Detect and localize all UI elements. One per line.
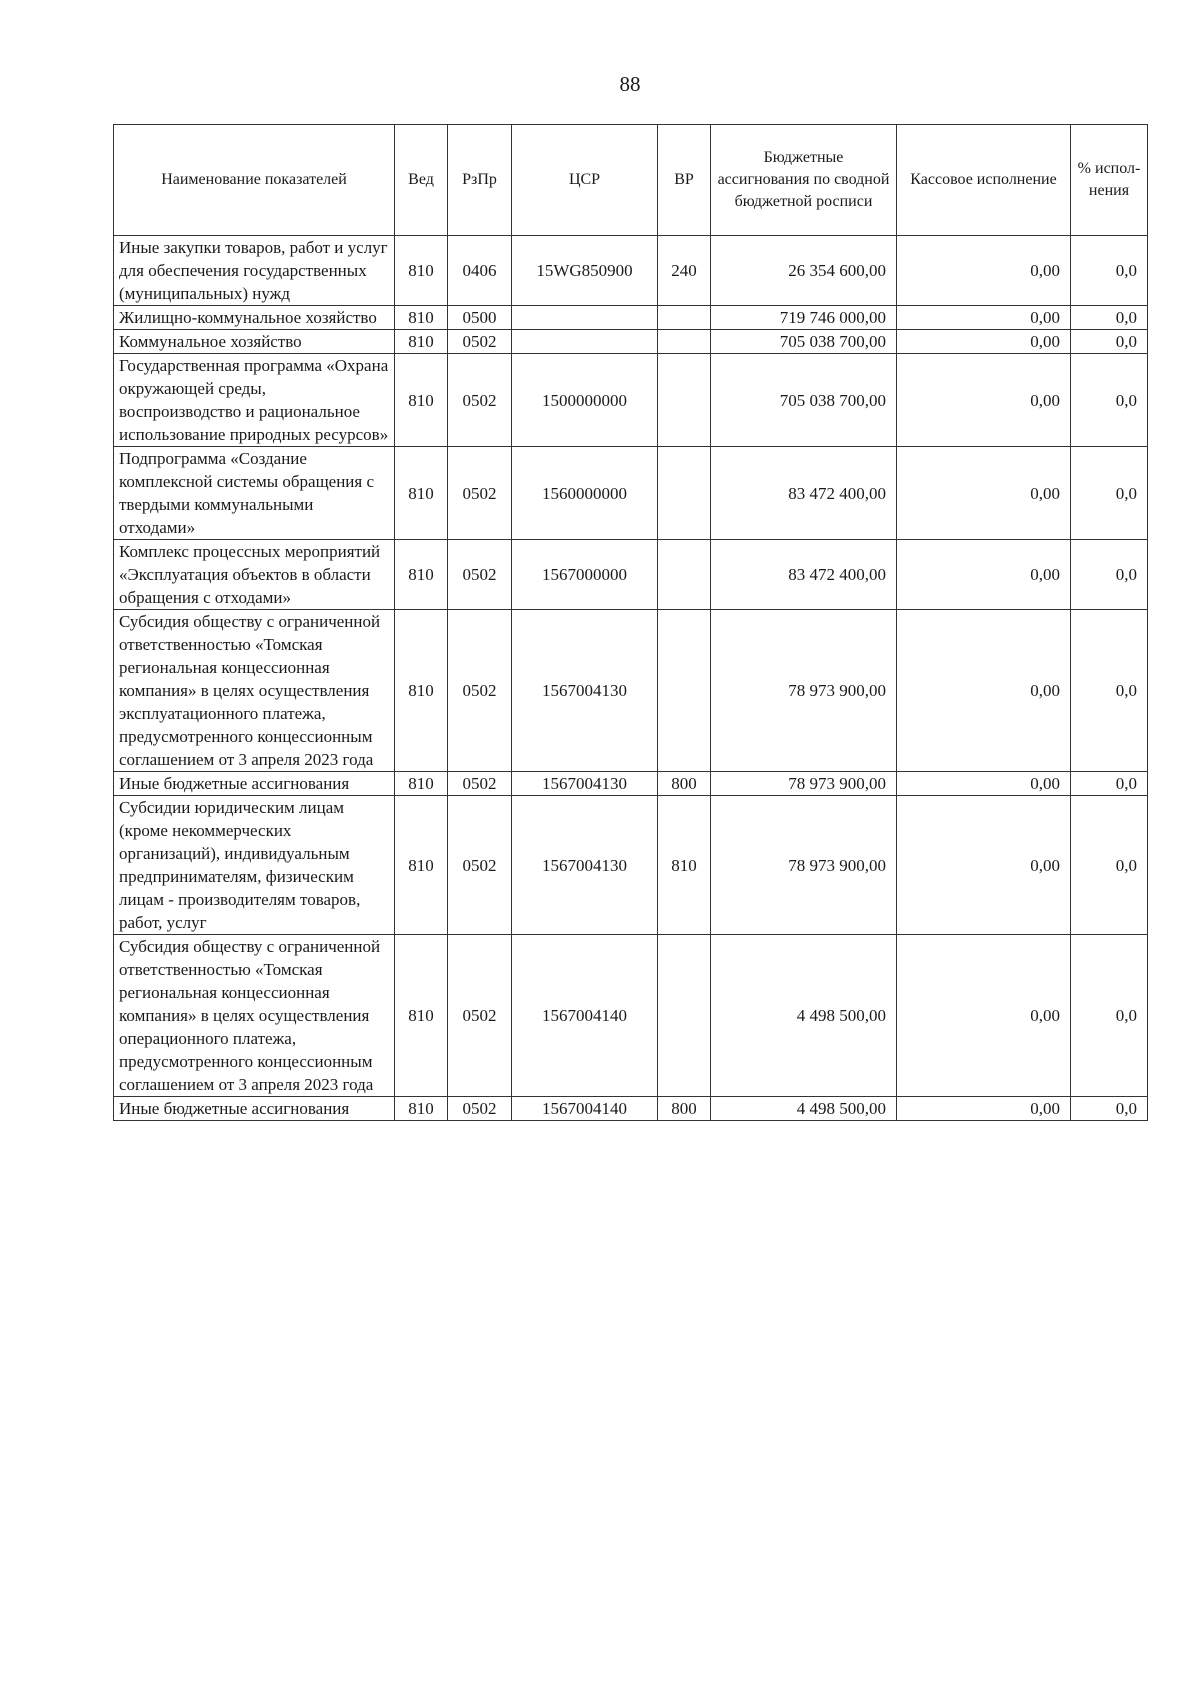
row-ved: 810 (395, 354, 448, 447)
row-vr: 240 (658, 236, 711, 306)
row-csr (512, 330, 658, 354)
row-budget: 78 973 900,00 (711, 772, 897, 796)
row-csr (512, 306, 658, 330)
row-cash: 0,00 (897, 772, 1071, 796)
row-name: Субсидия обществу с ограниченной ответственностью «Томская региональная концессионная компания» в целях осуществления операционного платежа, предусмотренного концессионным соглашением от 3 апреля 2023 года (114, 935, 395, 1097)
row-budget: 705 038 700,00 (711, 354, 897, 447)
row-vr: 810 (658, 796, 711, 935)
row-cash: 0,00 (897, 540, 1071, 610)
row-rzpr: 0502 (448, 772, 512, 796)
row-cash: 0,00 (897, 236, 1071, 306)
row-csr: 1567004140 (512, 935, 658, 1097)
row-percent: 0,0 (1071, 306, 1148, 330)
row-rzpr: 0500 (448, 306, 512, 330)
row-vr (658, 354, 711, 447)
table-row (114, 772, 1148, 796)
row-rzpr: 0502 (448, 330, 512, 354)
row-vr: 800 (658, 772, 711, 796)
table-row (114, 796, 1148, 935)
row-cash: 0,00 (897, 1097, 1071, 1121)
table-row (114, 330, 1148, 354)
row-ved: 810 (395, 935, 448, 1097)
row-vr (658, 935, 711, 1097)
row-cash: 0,00 (897, 330, 1071, 354)
row-name: Подпрограмма «Создание комплексной системы обращения с твердыми коммунальными отходами» (114, 447, 395, 540)
row-name: Государственная программа «Охрана окружающей среды, воспроизводство и рациональное использование природных ресурсов» (114, 354, 395, 447)
table-row (114, 1097, 1148, 1121)
row-ved: 810 (395, 796, 448, 935)
row-rzpr: 0502 (448, 540, 512, 610)
row-name: Иные бюджетные ассигнования (114, 1097, 395, 1121)
row-vr (658, 330, 711, 354)
header-csr: ЦСР (512, 125, 658, 236)
row-csr: 1567004130 (512, 610, 658, 772)
row-ved: 810 (395, 306, 448, 330)
header-rzpr: РзПр (448, 125, 512, 236)
header-percent: % испол-нения (1071, 125, 1148, 236)
header-budget: Бюджетные ассигнования по сводной бюджетной росписи (711, 125, 897, 236)
row-budget: 26 354 600,00 (711, 236, 897, 306)
row-name: Субсидия обществу с ограниченной ответственностью «Томская региональная концессионная компания» в целях осуществления эксплуатационного платежа, предусмотренного концессионным соглашением от 3 апреля 2023 года (114, 610, 395, 772)
row-vr (658, 540, 711, 610)
table-header-row (114, 125, 1148, 236)
row-rzpr: 0502 (448, 610, 512, 772)
header-vr: ВР (658, 125, 711, 236)
row-rzpr: 0406 (448, 236, 512, 306)
row-cash: 0,00 (897, 796, 1071, 935)
row-rzpr: 0502 (448, 447, 512, 540)
row-cash: 0,00 (897, 447, 1071, 540)
row-budget: 4 498 500,00 (711, 1097, 897, 1121)
row-csr: 15WG850900 (512, 236, 658, 306)
row-csr: 1567004130 (512, 796, 658, 935)
row-percent: 0,0 (1071, 610, 1148, 772)
row-csr: 1567004140 (512, 1097, 658, 1121)
row-percent: 0,0 (1071, 330, 1148, 354)
row-name: Комплекс процессных мероприятий «Эксплуатация объектов в области обращения с отходами» (114, 540, 395, 610)
row-percent: 0,0 (1071, 236, 1148, 306)
row-budget: 719 746 000,00 (711, 306, 897, 330)
row-cash: 0,00 (897, 935, 1071, 1097)
row-ved: 810 (395, 236, 448, 306)
row-vr (658, 306, 711, 330)
row-budget: 83 472 400,00 (711, 447, 897, 540)
row-vr (658, 447, 711, 540)
row-csr: 1567000000 (512, 540, 658, 610)
table-row (114, 236, 1148, 306)
row-cash: 0,00 (897, 354, 1071, 447)
row-percent: 0,0 (1071, 447, 1148, 540)
row-percent: 0,0 (1071, 935, 1148, 1097)
row-csr: 1560000000 (512, 447, 658, 540)
row-cash: 0,00 (897, 306, 1071, 330)
header-name: Наименование показателей (114, 125, 395, 236)
row-budget: 4 498 500,00 (711, 935, 897, 1097)
row-ved: 810 (395, 1097, 448, 1121)
row-rzpr: 0502 (448, 1097, 512, 1121)
row-name: Иные закупки товаров, работ и услуг для обеспечения государственных (муниципальных) нужд (114, 236, 395, 306)
row-percent: 0,0 (1071, 1097, 1148, 1121)
row-vr: 800 (658, 1097, 711, 1121)
row-ved: 810 (395, 447, 448, 540)
row-ved: 810 (395, 772, 448, 796)
row-ved: 810 (395, 540, 448, 610)
header-cash: Кассовое исполнение (897, 125, 1071, 236)
row-ved: 810 (395, 610, 448, 772)
row-budget: 705 038 700,00 (711, 330, 897, 354)
row-name: Субсидии юридическим лицам (кроме некоммерческих организаций), индивидуальным предпринимателям, физическим лицам - производителям товаров, работ, услуг (114, 796, 395, 935)
table-row (114, 540, 1148, 610)
row-percent: 0,0 (1071, 772, 1148, 796)
row-rzpr: 0502 (448, 354, 512, 447)
page-number: 88 (619, 72, 641, 96)
row-csr: 1567004130 (512, 772, 658, 796)
table-row (114, 610, 1148, 772)
row-budget: 78 973 900,00 (711, 610, 897, 772)
row-percent: 0,0 (1071, 540, 1148, 610)
table-row (114, 935, 1148, 1097)
table-row (114, 306, 1148, 330)
row-percent: 0,0 (1071, 354, 1148, 447)
row-ved: 810 (395, 330, 448, 354)
row-name: Коммунальное хозяйство (114, 330, 395, 354)
header-ved: Вед (395, 125, 448, 236)
row-vr (658, 610, 711, 772)
row-cash: 0,00 (897, 610, 1071, 772)
row-rzpr: 0502 (448, 796, 512, 935)
row-budget: 83 472 400,00 (711, 540, 897, 610)
table-row (114, 354, 1148, 447)
row-rzpr: 0502 (448, 935, 512, 1097)
budget-table (113, 124, 1148, 1121)
row-budget: 78 973 900,00 (711, 796, 897, 935)
row-percent: 0,0 (1071, 796, 1148, 935)
row-name: Иные бюджетные ассигнования (114, 772, 395, 796)
table-row (114, 447, 1148, 540)
row-name: Жилищно-коммунальное хозяйство (114, 306, 395, 330)
row-csr: 1500000000 (512, 354, 658, 447)
